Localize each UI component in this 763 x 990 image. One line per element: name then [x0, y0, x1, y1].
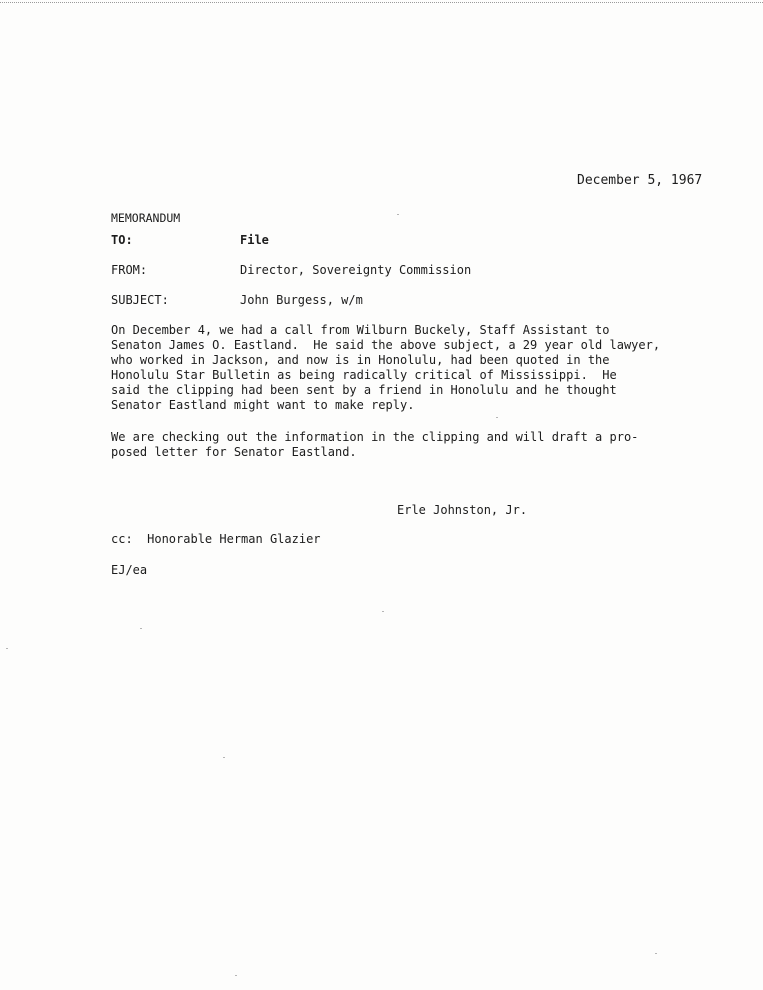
scan-speck	[6, 648, 8, 649]
reference-initials: EJ/ea	[111, 563, 148, 577]
body-paragraph-2	[111, 430, 638, 460]
signature-block: Erle Johnston, Jr.	[397, 503, 528, 517]
scan-speck	[655, 953, 657, 954]
from-value: Director, Sovereignty Commission	[240, 263, 472, 277]
subject-label: SUBJECT:	[111, 293, 169, 307]
scan-speck	[382, 611, 384, 612]
body-paragraph-1	[111, 323, 660, 413]
memo-heading: MEMORANDUM	[111, 211, 181, 225]
body-line: who worked in Jackson, and now is in Honolulu, had been quoted in the	[111, 353, 610, 367]
body-line: On December 4, we had a call from Wilburn Buckely, Staff Assistant to	[111, 323, 610, 337]
body-line: Senaton James O. Eastland. He said the above subject, a 29 year old lawyer,	[111, 338, 661, 352]
body-line: We are checking out the information in the clipping and will draft a pro-	[111, 430, 639, 444]
scan-speck	[223, 757, 225, 758]
page-top-edge-rule	[0, 2, 763, 3]
scan-speck	[140, 628, 142, 629]
to-value: File	[240, 233, 269, 247]
body-line: posed letter for Senator Eastland.	[111, 445, 357, 459]
subject-value: John Burgess, w/m	[240, 293, 363, 307]
cc-line: cc: Honorable Herman Glazier	[111, 532, 321, 546]
body-line: Senator Eastland might want to make reply.	[111, 398, 415, 412]
scan-speck	[235, 975, 237, 976]
body-line: said the clipping had been sent by a friend in Honolulu and he thought	[111, 383, 617, 397]
to-label: TO:	[111, 233, 133, 247]
scan-speck	[397, 214, 399, 215]
body-line: Honolulu Star Bulletin as being radically critical of Mississippi. He	[111, 368, 617, 382]
from-label: FROM:	[111, 263, 148, 277]
scan-speck	[496, 417, 498, 418]
memo-date: December 5, 1967	[577, 173, 703, 188]
